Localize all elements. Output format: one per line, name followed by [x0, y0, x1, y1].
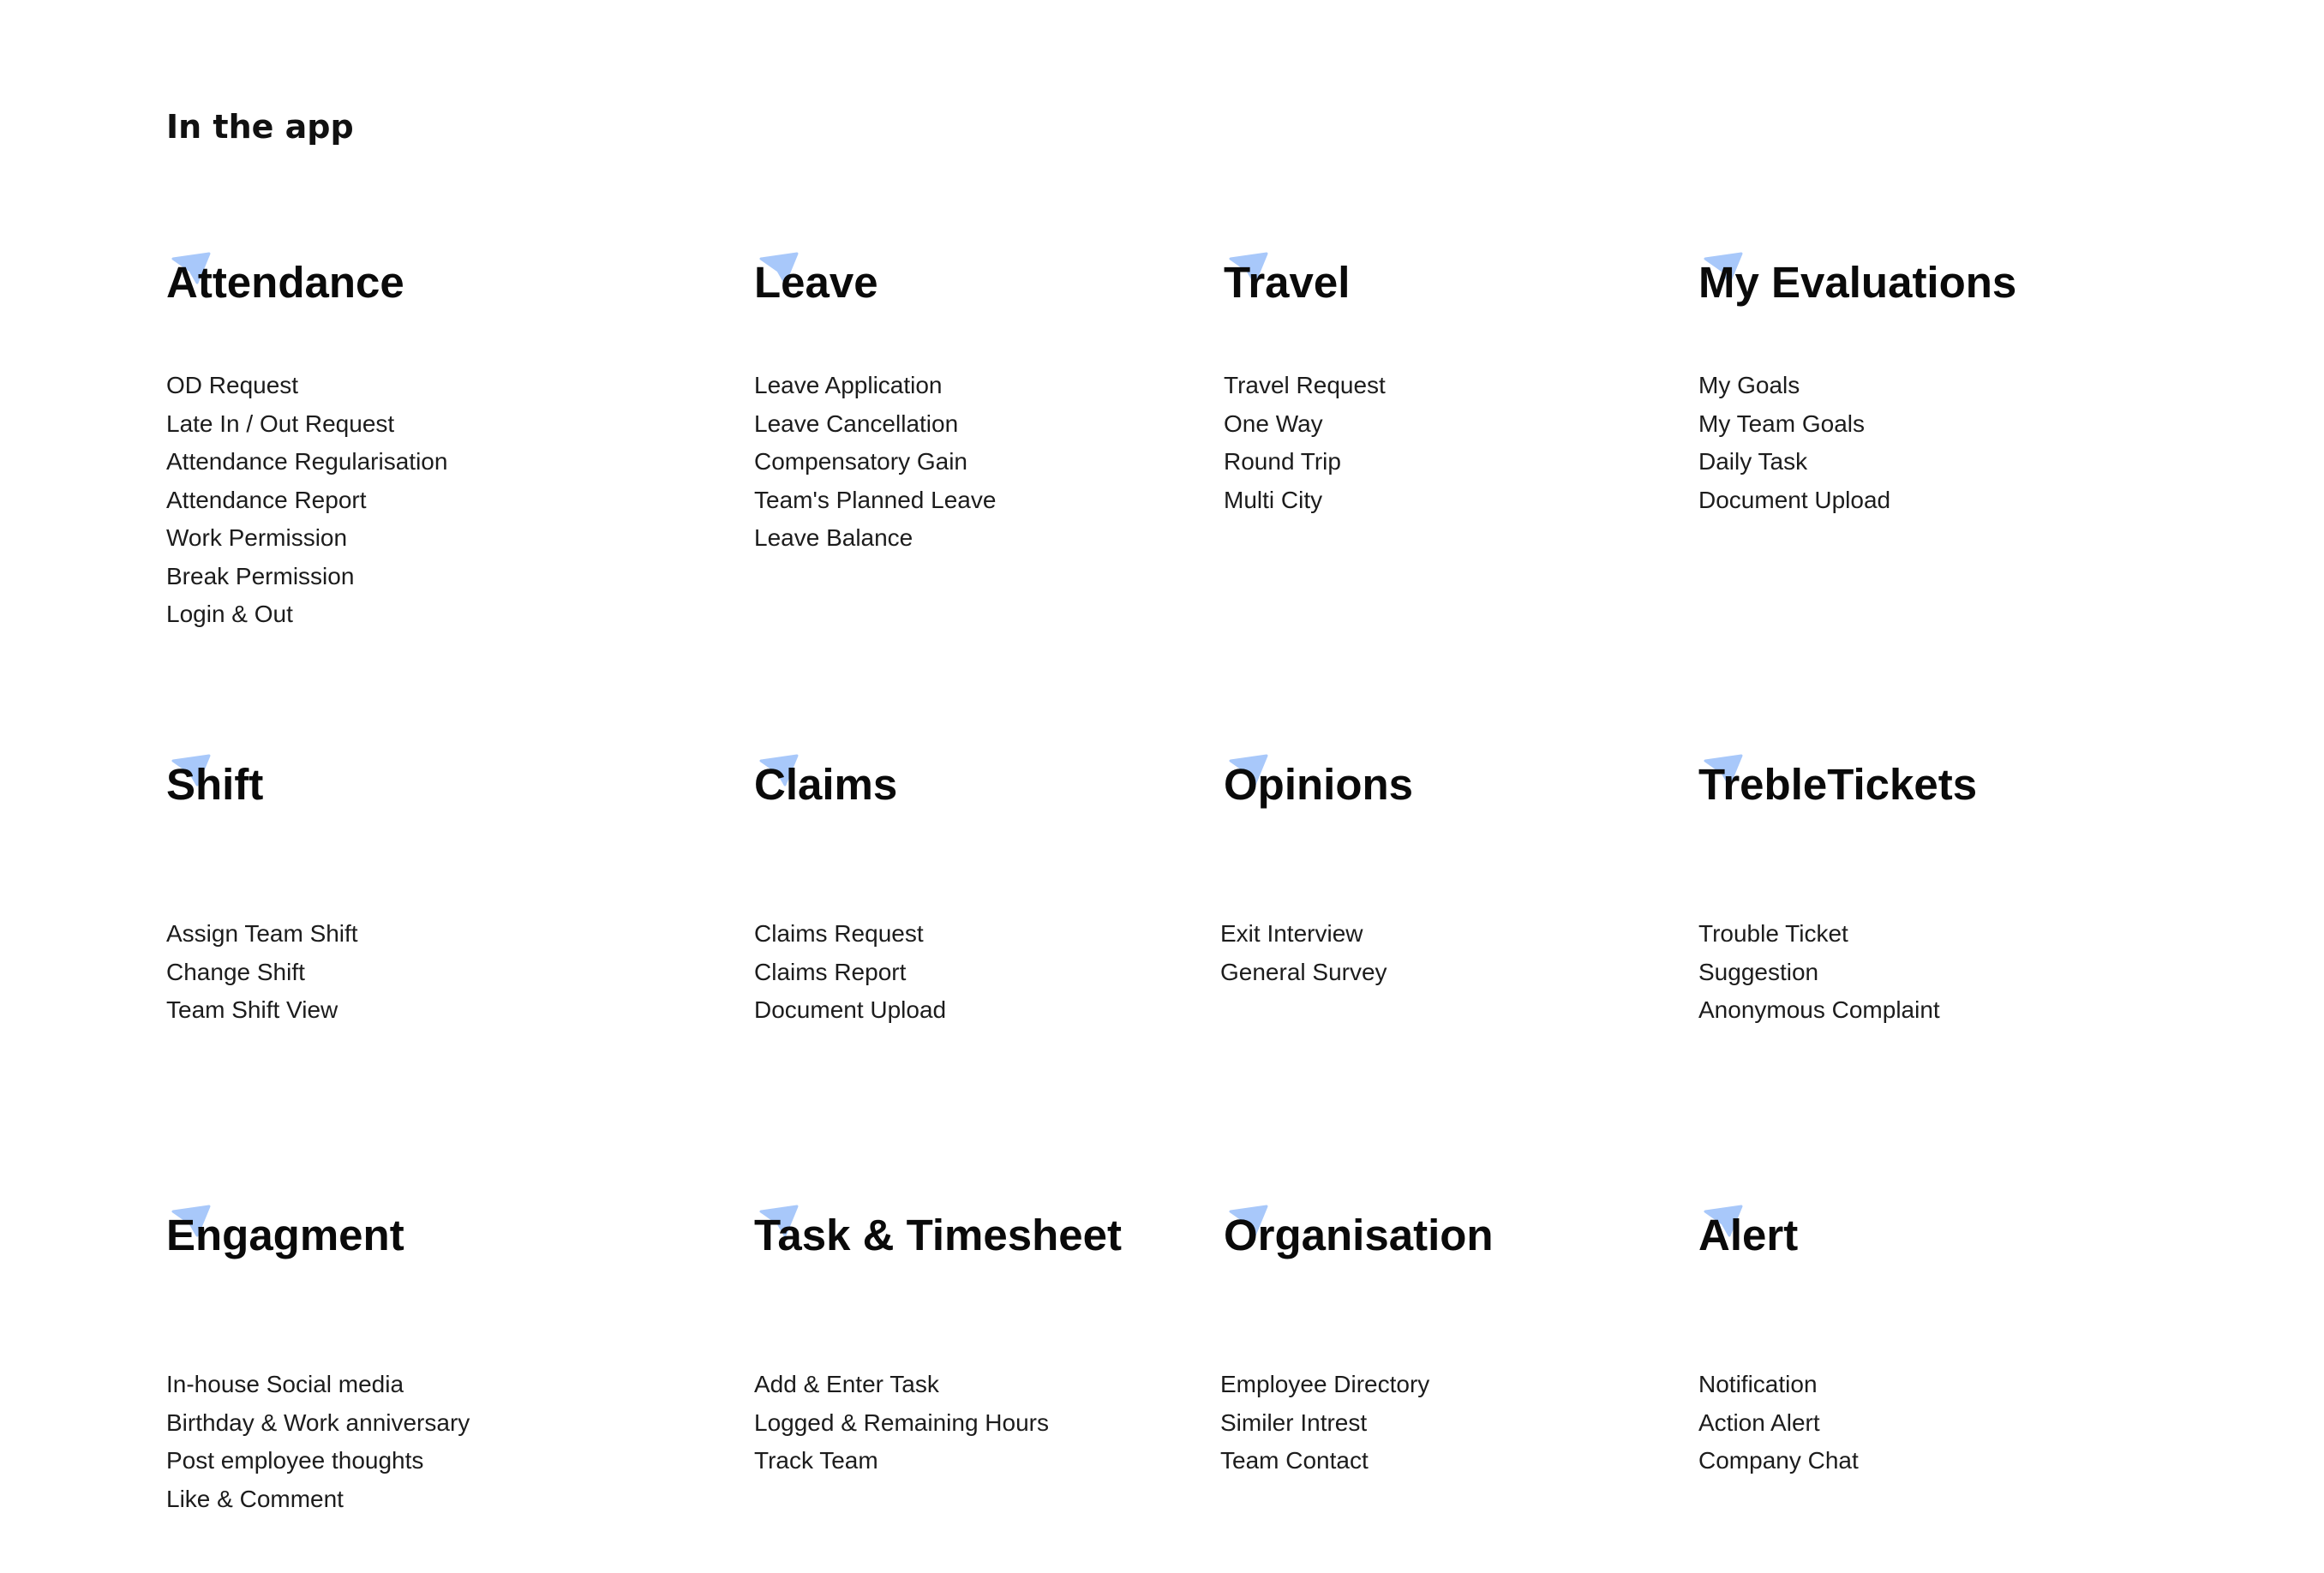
feature-item: Action Alert — [1698, 1409, 1820, 1436]
section-leave — [754, 257, 997, 551]
section-task-timesheet — [754, 1210, 1122, 1474]
feature-list — [1698, 367, 1890, 519]
section-title: My Evaluations — [1698, 258, 2017, 307]
feature-item: Attendance Regularisation — [166, 448, 448, 475]
section-title: Leave — [754, 258, 878, 307]
section-header — [1224, 1210, 1494, 1261]
feature-item: Travel Request — [1224, 372, 1386, 398]
feature-item: Late In / Out Request — [166, 410, 395, 437]
feature-item: Daily Task — [1698, 448, 1808, 475]
feature-item: My Team Goals — [1698, 410, 1865, 437]
section-claims — [754, 759, 947, 1023]
feature-item: Break Permission — [166, 562, 355, 589]
section-title: Attendance — [166, 258, 404, 307]
feature-item: Similer Intrest — [1220, 1409, 1368, 1436]
feature-list — [1698, 915, 1940, 1030]
section-header — [1224, 759, 1413, 810]
feature-item: Round Trip — [1224, 448, 1341, 475]
section-header — [1698, 1210, 1798, 1261]
feature-item: Exit Interview — [1220, 920, 1363, 947]
section-shift — [166, 759, 358, 1023]
feature-list — [1698, 1366, 1859, 1480]
section-title: TrebleTickets — [1698, 760, 1978, 809]
section-opinions — [1220, 759, 1413, 985]
feature-item: Claims Request — [754, 920, 924, 947]
feature-item: Trouble Ticket — [1698, 920, 1848, 947]
feature-item: Leave Balance — [754, 524, 913, 551]
feature-item: Claims Report — [754, 958, 907, 985]
section-alert — [1698, 1210, 1859, 1474]
feature-item: Leave Application — [754, 372, 943, 398]
feature-item: Birthday & Work anniversary — [166, 1409, 470, 1436]
feature-item: Like & Comment — [166, 1485, 344, 1512]
feature-list — [166, 367, 447, 634]
feature-item: One Way — [1224, 410, 1323, 437]
section-title: Task & Timesheet — [754, 1211, 1122, 1259]
feature-item: Document Upload — [1698, 486, 1891, 513]
feature-item: Track Team — [754, 1447, 878, 1474]
section-organisation — [1220, 1210, 1494, 1474]
feature-list — [166, 1366, 470, 1518]
feature-item: In-house Social media — [166, 1371, 404, 1397]
section-header — [754, 257, 878, 308]
feature-item: Anonymous Complaint — [1698, 996, 1940, 1023]
feature-item: Add & Enter Task — [754, 1371, 939, 1397]
feature-item: Notification — [1698, 1371, 1818, 1397]
section-engagment — [166, 1210, 470, 1512]
section-trebletickets — [1698, 759, 1978, 1023]
feature-item: Team's Planned Leave — [754, 486, 997, 513]
section-header — [754, 1210, 1122, 1261]
feature-list — [1220, 1366, 1429, 1480]
feature-item: Work Permission — [166, 524, 348, 551]
section-travel — [1224, 257, 1386, 513]
section-header — [1698, 257, 2016, 308]
feature-item: Document Upload — [754, 996, 947, 1023]
section-title: Shift — [166, 760, 264, 809]
feature-list — [166, 915, 358, 1030]
section-attendance — [166, 257, 448, 627]
feature-item: Compensatory Gain — [754, 448, 968, 475]
feature-item: Attendance Report — [166, 486, 367, 513]
feature-item: My Goals — [1698, 372, 1800, 398]
feature-item: Assign Team Shift — [166, 920, 358, 947]
feature-list — [754, 915, 946, 1030]
feature-list — [1220, 915, 1387, 991]
feature-item: General Survey — [1220, 958, 1387, 985]
feature-item: Leave Cancellation — [754, 410, 959, 437]
section-my-evaluations — [1698, 257, 2017, 513]
section-title: Opinions — [1224, 760, 1413, 809]
feature-item: Logged & Remaining Hours — [754, 1409, 1049, 1436]
section-header — [166, 1210, 404, 1261]
feature-item: Suggestion — [1698, 958, 1819, 985]
feature-item: Team Shift View — [166, 996, 338, 1023]
section-header — [166, 759, 263, 810]
section-title: Travel — [1224, 258, 1351, 307]
section-title: Claims — [754, 760, 898, 809]
section-title: Organisation — [1224, 1211, 1494, 1259]
feature-item: Multi City — [1224, 486, 1323, 513]
feature-list — [754, 367, 996, 558]
feature-item: Company Chat — [1698, 1447, 1859, 1474]
section-title: Engagment — [166, 1211, 404, 1259]
section-header — [1224, 257, 1350, 308]
feature-item: Post employee thoughts — [166, 1447, 424, 1474]
section-header — [166, 257, 404, 308]
section-header — [1698, 759, 1977, 810]
feature-item: Team Contact — [1220, 1447, 1369, 1474]
section-title: Alert — [1698, 1211, 1799, 1259]
feature-item: Change Shift — [166, 958, 305, 985]
feature-list — [1224, 367, 1386, 519]
page-heading: In the app — [166, 108, 354, 146]
feature-item: Employee Directory — [1220, 1371, 1430, 1397]
feature-item: Login & Out — [166, 601, 293, 627]
feature-list — [754, 1366, 1049, 1480]
feature-item: OD Request — [166, 372, 299, 398]
section-header — [754, 759, 897, 810]
